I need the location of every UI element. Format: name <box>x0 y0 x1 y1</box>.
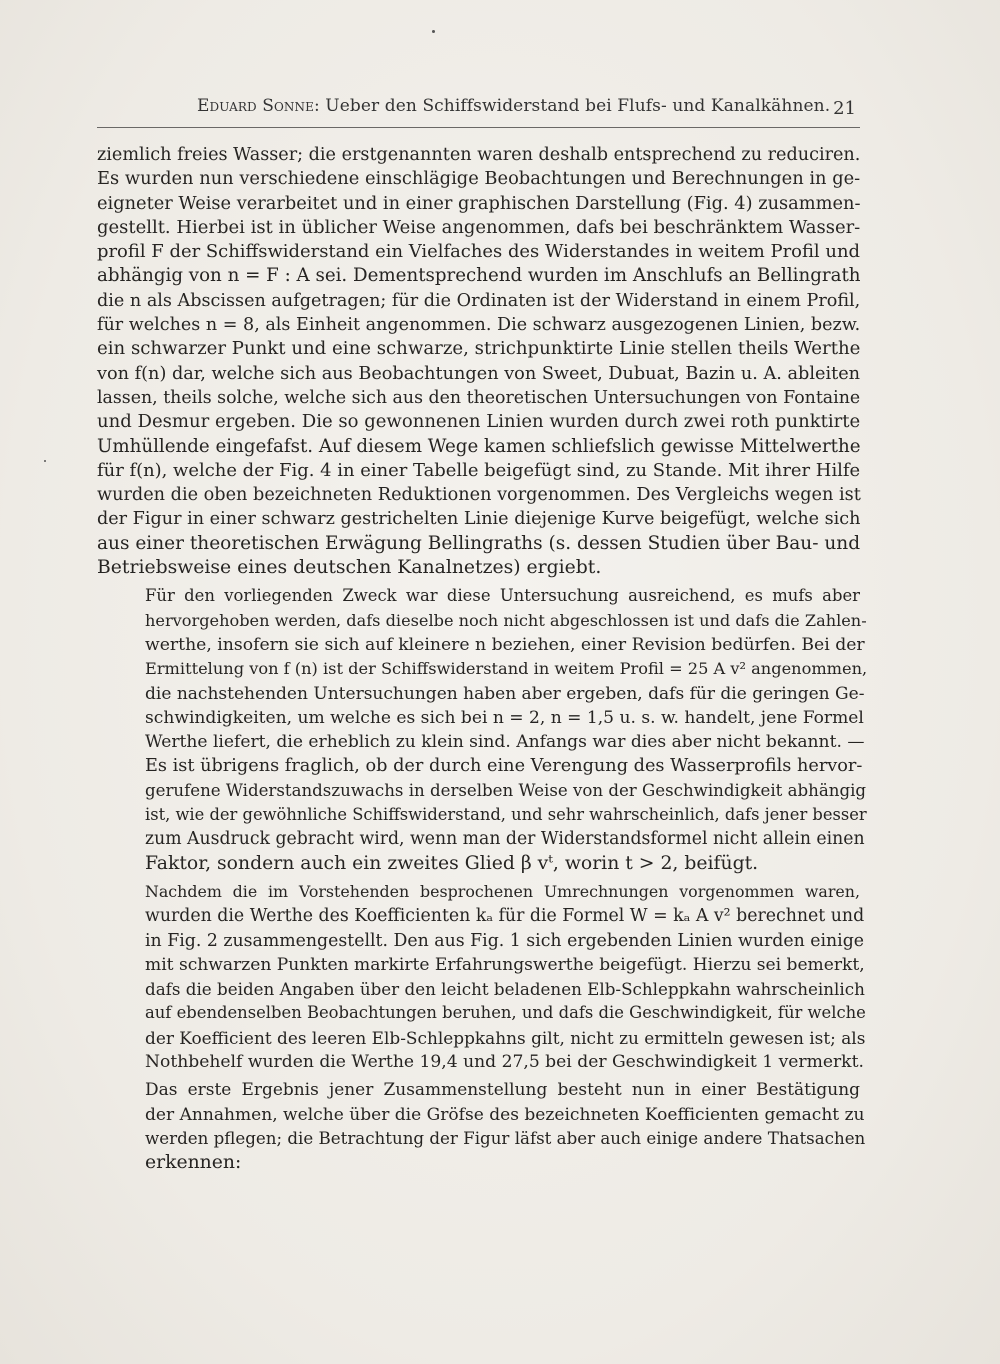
paragraph-1 <box>97 143 860 580</box>
author-name: Eduard Sonne <box>197 96 314 116</box>
text-line: erkennen: <box>145 1152 242 1174</box>
page-header <box>97 96 860 126</box>
text-line: für welches n = 8, als Einheit angenommen. Die schwarz ausgezogenen Linien, bezw. <box>97 315 861 336</box>
text-line: mit schwarzen Punkten markirte Erfahrungswerthe beigefügt. Hierzu sei bemerkt, <box>145 954 865 975</box>
body-text <box>97 143 868 1175</box>
text-line: abhängig von n = F : A sei. Dementsprechend wurden im Anschlufs an Bellingrath <box>97 265 861 287</box>
text-line: Faktor, sondern auch ein zweites Glied β vᵗ, worin t > 2, beifügt. <box>145 852 759 874</box>
text-line: für f(n), welche der Fig. 4 in einer Tabelle beigefügt sind, zu Stande. Mit ihrer Hilfe <box>97 459 861 481</box>
text-line: und Desmur ergeben. Die so gewonnenen Linien wurden durch zwei roth punktirte <box>97 411 861 433</box>
text-line: auf ebendenselben Beobachtungen beruhen, und dafs die Geschwindigkeit, für welche <box>145 1003 866 1023</box>
text-line: wurden die oben bezeichneten Reduktionen vorgenommen. Des Vergleichs wegen ist <box>97 485 861 506</box>
text-line: Nothbehelf wurden die Werthe 19,4 und 27,5 bei der Geschwindigkeit 1 vermerkt. <box>145 1051 864 1072</box>
print-speck <box>44 460 46 462</box>
text-line: eigneter Weise verarbeitet und in einer graphischen Darstellung (Fig. 4) zusammen- <box>97 192 861 214</box>
text-line: aus einer theoretischen Erwägung Bellingraths (s. dessen Studien über Bau- und <box>97 532 861 554</box>
text-line: ziemlich freies Wasser; die erstgenannten waren deshalb entsprechend zu reduciren. <box>97 145 861 165</box>
text-line: in Fig. 2 zusammengestellt. Den aus Fig. 1 sich ergebenden Linien wurden einige <box>145 930 865 951</box>
text-line: Es wurden nun verschiedene einschlägige Beobachtungen und Berechnungen in ge- <box>97 168 861 190</box>
text-line: gerufene Widerstandszuwachs in derselben Weise von der Geschwindigkeit abhängig <box>145 780 867 800</box>
text-line: gestellt. Hierbei ist in üblicher Weise angenommen, dafs bei beschränktem Wasser- <box>97 216 861 238</box>
print-speck <box>432 30 435 33</box>
text-line: die nachstehenden Untersuchungen haben aber ergeben, dafs für die geringen Ge- <box>145 683 865 704</box>
page-number: 21 <box>833 98 856 119</box>
text-line: ist, wie der gewöhnliche Schiffswiderstand, und sehr wahrscheinlich, dafs jener besser <box>145 805 867 825</box>
text-line: Für den vorliegenden Zweck war diese Untersuchung ausreichend, es mufs aber <box>145 586 860 606</box>
paragraph-2 <box>97 584 868 876</box>
text-line: hervorgehoben werden, dafs dieselbe noch nicht abgeschlossen ist und dafs die Zahlen- <box>145 610 867 630</box>
text-line: Es ist übrigens fraglich, ob der durch eine Verengung des Wasserprofils hervor- <box>145 756 863 777</box>
text-line: lassen, theils solche, welche sich aus den theoretischen Untersuchungen von Fontaine <box>97 387 861 408</box>
text-line: werthe, insofern sie sich auf kleinere n beziehen, einer Revision bedürfen. Bei der <box>145 634 865 655</box>
text-line: schwindigkeiten, um welche es sich bei n = 2, n = 1,5 u. s. w. handelt, jene Formel <box>145 707 864 728</box>
running-head <box>197 96 830 116</box>
text-line: die n als Abscissen aufgetragen; für die Ordinaten ist der Widerstand in einem Profil, <box>97 290 861 311</box>
paragraph-3 <box>97 880 866 1074</box>
text-line: Umhüllende eingefafst. Auf diesem Wege kamen schliefslich gewisse Mittelwerthe <box>97 435 861 457</box>
text-line: zum Ausdruck gebracht wird, wenn man der Widerstandsformel nicht allein einen <box>145 829 865 850</box>
text-line: profil F der Schiffswiderstand ein Vielfaches des Widerstandes in weitem Profil und <box>97 241 860 263</box>
text-line: Nachdem die im Vorstehenden besprochenen Umrechnungen vorgenommen waren, <box>145 881 860 901</box>
text-line: werden pflegen; die Betrachtung der Figur läfst aber auch einige andere Thatsachen <box>145 1128 866 1148</box>
text-line: von f(n) dar, welche sich aus Beobachtungen von Sweet, Dubuat, Bazin u. A. ableiten <box>97 363 861 384</box>
text-line: Ermittelung von f (n) ist der Schiffswiderstand in weitem Profil = 25 A v² angenommen, <box>145 659 868 679</box>
text-line: der Koefficient des leeren Elb-Schleppkahns gilt, nicht zu ermitteln gewesen ist; als <box>145 1027 866 1048</box>
text-line: Werthe liefert, die erheblich zu klein sind. Anfangs war dies aber nicht bekannt. — <box>145 732 865 753</box>
text-line: der Annahmen, welche über die Gröfse des bezeichneten Koefficienten gemacht zu <box>145 1104 865 1125</box>
text-line: der Figur in einer schwarz gestrichelten Linie diejenige Kurve beigefügt, welche sich <box>97 509 861 530</box>
text-line: wurden die Werthe des Koefficienten kₐ für die Formel W = kₐ A v² berechnet und <box>145 906 865 927</box>
paragraph-4 <box>97 1078 866 1175</box>
text-line: Das erste Ergebnis jener Zusammenstellung besteht nun in einer Bestätigung <box>145 1080 860 1101</box>
header-rule <box>97 127 860 128</box>
article-title: : Ueber den Schiffswiderstand bei Flufs- und Kanalkähnen. <box>313 96 831 116</box>
text-line: ein schwarzer Punkt und eine schwarze, strichpunktirte Linie stellen theils Werthe <box>97 338 861 360</box>
text-line: Betriebsweise eines deutschen Kanalnetzes) ergiebt. <box>97 557 602 579</box>
text-line: dafs die beiden Angaben über den leicht beladenen Elb-Schleppkahn wahrscheinlich <box>145 979 865 1000</box>
